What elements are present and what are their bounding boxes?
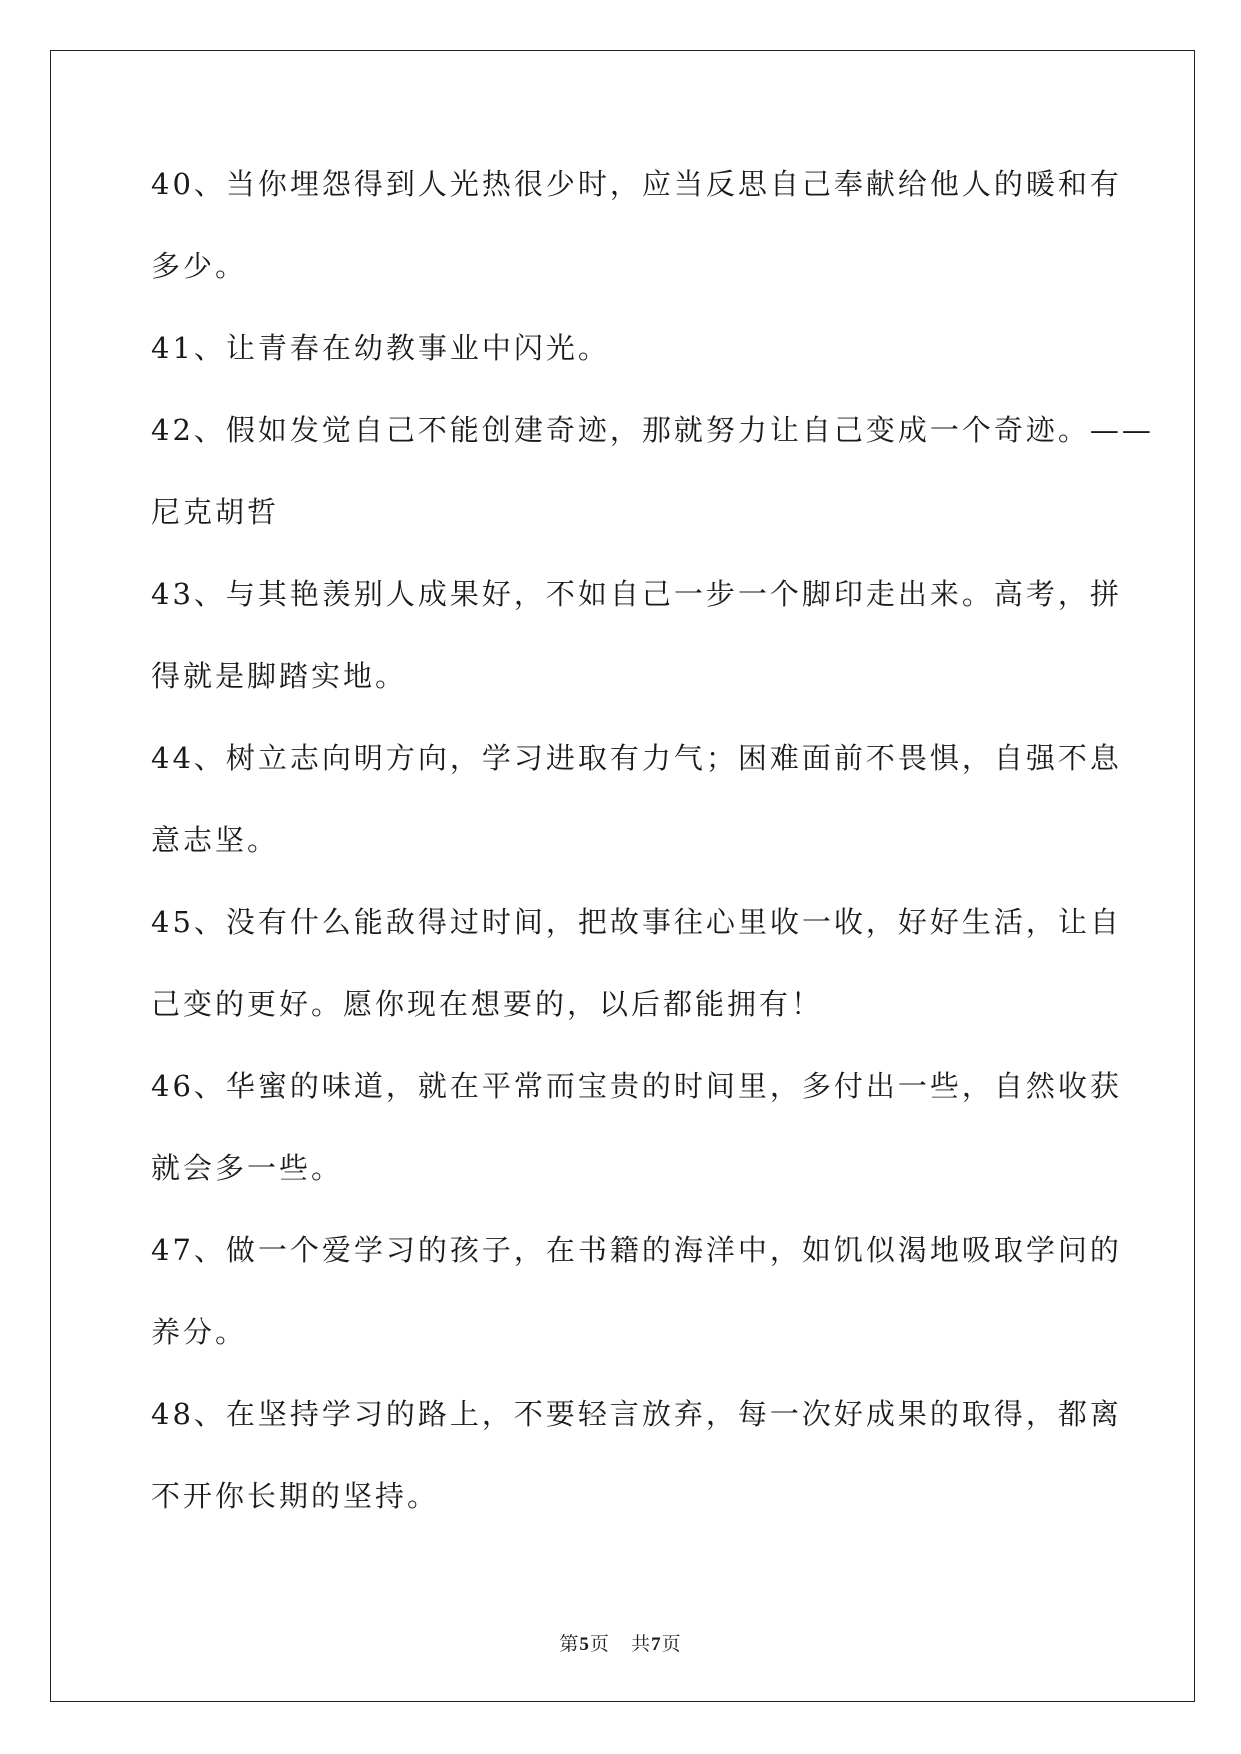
page-prefix: 第 bbox=[559, 1633, 580, 1655]
current-page-number: 5 bbox=[579, 1634, 590, 1655]
text-line-13: 就会多一些。 bbox=[151, 1151, 344, 1185]
total-suffix: 页 bbox=[661, 1633, 682, 1655]
page-suffix: 页 bbox=[589, 1633, 610, 1655]
text-line-17: 不开你长期的坚持。 bbox=[151, 1479, 440, 1513]
text-line-14: 47、做一个爱学习的孩子，在书籍的海洋中，如饥似渴地吸取学问的 bbox=[151, 1233, 1122, 1267]
document-body bbox=[151, 162, 1154, 1556]
text-line-2: 多少。 bbox=[151, 249, 248, 283]
text-line-4: 42、假如发觉自己不能创建奇迹，那就努力让自己变成一个奇迹。—— bbox=[151, 413, 1154, 447]
text-line-8: 44、树立志向明方向，学习进取有力气；困难面前不畏惧，自强不息 bbox=[151, 741, 1122, 775]
total-pages-number: 7 bbox=[651, 1634, 662, 1655]
text-line-10: 45、没有什么能敌得过时间，把故事往心里收一收，好好生活，让自 bbox=[151, 905, 1122, 939]
text-line-9: 意志坚。 bbox=[151, 823, 280, 857]
text-line-12: 46、华蜜的味道，就在平常而宝贵的时间里，多付出一些，自然收获 bbox=[151, 1069, 1122, 1103]
text-line-1: 40、当你埋怨得到人光热很少时，应当反思自己奉献给他人的暖和有 bbox=[151, 167, 1122, 201]
total-prefix: 共 bbox=[631, 1633, 652, 1655]
text-line-7: 得就是脚踏实地。 bbox=[151, 659, 408, 693]
text-line-5: 尼克胡哲 bbox=[151, 495, 280, 529]
text-line-11: 己变的更好。愿你现在想要的，以后都能拥有！ bbox=[151, 987, 824, 1021]
text-line-16: 48、在坚持学习的路上，不要轻言放弃，每一次好成果的取得，都离 bbox=[151, 1397, 1122, 1431]
text-line-6: 43、与其艳羡别人成果好，不如自己一步一个脚印走出来。高考，拼 bbox=[151, 577, 1122, 611]
page-footer bbox=[0, 1633, 1241, 1656]
text-line-15: 养分。 bbox=[151, 1315, 248, 1349]
text-line-3: 41、让青春在幼教事业中闪光。 bbox=[151, 331, 610, 365]
